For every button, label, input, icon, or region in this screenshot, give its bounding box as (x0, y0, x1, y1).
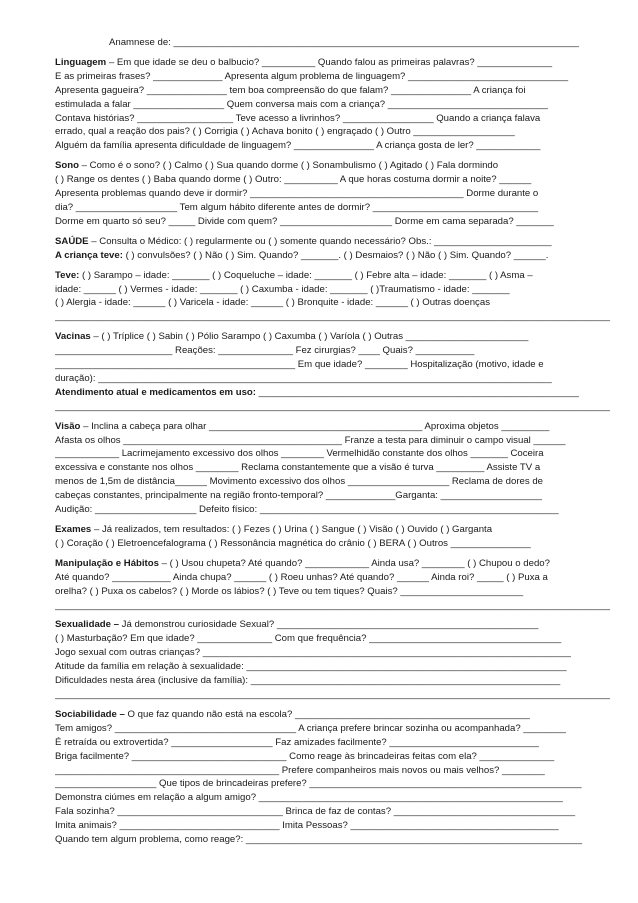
teve-line (55, 310, 617, 324)
sexualidade-text: ( ) Masturbação? Em que idade? ______________ Com que frequência? ____________________________________ (55, 633, 562, 645)
visao-text: cabeças constantes, principalmente na região fronto-temporal? _____________Garganta: ___________________ (55, 490, 542, 502)
vacinas-line (55, 330, 617, 344)
saude-heading: SAÚDE (55, 235, 89, 247)
sexualidade-text: Já demonstrou curiosidade Sexual? _________________________________________________ (119, 619, 539, 631)
sexualidade-text: Jogo sexual com outras crianças? _____________________________________________________________________ (55, 647, 571, 659)
teve-text: idade: ______ ( ) Vermes - idade: _______ ( ) Caxumba - idade: _______ ( )Traumatismo - idade: _______ (55, 283, 510, 295)
sexualidade-line (55, 674, 617, 688)
sociabilidade-line (55, 764, 617, 778)
anamnese-form (55, 36, 617, 847)
linguagem-line (55, 112, 617, 126)
sociabilidade-line (55, 750, 617, 764)
visao-line (55, 434, 617, 448)
sociabilidade-line (55, 736, 617, 750)
vacinas-line (55, 372, 617, 386)
saude-text: – Consulta o Médico: ( ) regularmente ou ( ) somente quando necessário? Obs.: ______________________ (88, 235, 552, 247)
sociabilidade-text: Tem amigos? __________________________________ A criança prefere brincar sozinha ou acompanhada? ________ (55, 722, 567, 734)
manipulacao-heading: Manipulação e Hábitos (55, 557, 159, 569)
vacinas-text: _____________________________________________ Em que idade? ________ Hospitalização (motivo, idade e (55, 359, 544, 371)
sociabilidade-text: ___________________ Que tipos de brincadeiras prefere? ___________________________________________________ (55, 778, 582, 790)
teve-heading: Teve: (55, 269, 80, 281)
sono-text: – Como é o sono? ( ) Calmo ( ) Sua quando dorme ( ) Sonambulismo ( ) Agitado ( ) Fala dormindo (78, 160, 499, 172)
linguagem-line (55, 84, 617, 98)
sexualidade-text: Atitude da família em relação à sexualidade: ____________________________________________________________ (55, 661, 567, 673)
vacinas-text: ____________________________________________________________ (255, 386, 579, 398)
exames-text: – Já realizados, tem resultados: ( ) Fezes ( ) Urina ( ) Sangue ( ) Visão ( ) Ouvido ( ) Garganta (91, 524, 493, 535)
teve-text: ________________________________________________________________________________________________________ (55, 311, 610, 323)
form-sections (55, 56, 617, 847)
linguagem-text: Alguém da família apresenta dificuldade de linguagem? _______________ A criança gosta de ler? ____________ (55, 140, 541, 152)
sono-heading: Sono (55, 160, 79, 172)
sexualidade-line (55, 660, 617, 674)
sociabilidade-text: O que faz quando não está na escola? ____________________________________________ (124, 708, 530, 720)
linguagem-text: errado, qual a reação dos pais? ( ) Corrigia ( ) Achava bonito ( ) engraçado ( ) Outro ___________________ (55, 126, 515, 138)
teve-line (55, 269, 617, 283)
section-linguagem (55, 56, 617, 153)
exames-heading: Exames (55, 524, 92, 535)
vacinas-text: duração): _____________________________________________________________________________________ (55, 372, 552, 384)
linguagem-text: E as primeiras frases? _____________ Apresenta algum problema de linguagem? ______________________________ (55, 70, 569, 82)
sociabilidade-text: __________________________________________ Prefere companheiros mais novos ou mais velhos? ________ (55, 764, 545, 776)
sociabilidade-text: Demonstra ciúmes em relação a algum amigo? _________________________________________________________ (55, 792, 563, 804)
sexualidade-heading: Sexualidade – (55, 619, 119, 631)
sexualidade-line (55, 646, 617, 660)
sociabilidade-line (55, 777, 617, 791)
vacinas-line (55, 358, 617, 372)
linguagem-line (55, 125, 617, 139)
vacinas-line (55, 386, 617, 400)
linguagem-heading: Linguagem (55, 56, 107, 68)
section-exames (55, 523, 617, 551)
sono-text: Apresenta problemas quando deve ir dormir? ________________________________________ Dorme durante o (55, 188, 539, 200)
vacinas-line (55, 344, 617, 358)
visao-text: – Inclina a cabeça para olhar ________________________________________ Aproxima objetos _________ (80, 420, 550, 432)
sociabilidade-line (55, 833, 617, 847)
linguagem-text: – Em que idade se deu o balbucio? __________ Quando falou as primeiras palavras? ______________ (106, 56, 553, 68)
sono-line (55, 201, 617, 215)
linguagem-text: estimulada a falar _________________ Quem conversa mais com a criança? ______________________________ (55, 98, 548, 110)
visao-line (55, 489, 617, 503)
linguagem-line (55, 56, 617, 70)
sociabilidade-line (55, 805, 617, 819)
vacinas-heading: Vacinas (55, 331, 91, 343)
manipulacao-line (55, 599, 617, 613)
vacinas-text: ______________________ Reações: ______________ Fez cirurgias? ____ Quais? ___________ (55, 345, 475, 357)
sono-text: ( ) Range os dentes ( ) Baba quando dorme ( ) Outro: __________ A que horas costuma dormir a noite? ______ (55, 174, 532, 186)
vacinas-line (55, 400, 617, 414)
sociabilidade-text: Fala sozinha? _______________________________ Brinca de faz de contas? __________________________________ (55, 806, 576, 818)
section-vacinas (55, 330, 617, 413)
vacinas-text: – ( ) Tríplice ( ) Sabin ( ) Pólio Sarampo ( ) Caxumba ( ) Varíola ( ) Outras _______________________ (90, 331, 529, 343)
manipulacao-text: Até quando? ___________ Ainda chupa? ______ ( ) Roeu unhas? Até quando? ______ Ainda roi? _____ ( ) Puxa a (55, 571, 548, 583)
section-teve (55, 269, 617, 325)
visao-line (55, 461, 617, 475)
visao-text: menos de 1,5m de distância______ Movimento excessivo dos olhos ___________________ Reclama de dores de (55, 476, 544, 488)
teve-text: ( ) Alergia - idade: ______ ( ) Varicela - idade: ______ ( ) Bronquite - idade: ______ ( ) Outras doenças (55, 297, 490, 309)
section-sexualidade (55, 618, 617, 701)
section-visao (55, 420, 617, 517)
visao-line (55, 420, 617, 434)
sociabilidade-text: É retraída ou extrovertida? ___________________ Faz amizades facilmente? ____________________________ (55, 736, 539, 748)
teve-text: ( ) Sarampo – idade: _______ ( ) Coqueluche – idade: _______ ( ) Febre alta – idade: _______ ( ) Asma – (79, 269, 533, 281)
visao-line (55, 475, 617, 489)
sexualidade-text: ________________________________________________________________________________________________________ (55, 688, 610, 700)
saude-line (55, 249, 617, 263)
linguagem-line (55, 139, 617, 153)
vacinas-heading: Atendimento atual e medicamentos em uso: (55, 386, 256, 398)
manipulacao-text: – ( ) Usou chupeta? Até quando? ____________ Ainda usa? ________ ( ) Chupou o dedo? (158, 557, 550, 569)
sociabilidade-text: Briga facilmente? _____________________________ Como reage às brincadeiras feitas com ela? ______________ (55, 750, 555, 762)
sociabilidade-text: Quando tem algum problema, como reage?: _______________________________________________________________ (55, 834, 583, 846)
sono-text: dia? ___________________ Tem algum hábito diferente antes de dormir? _______________________________ (55, 201, 539, 213)
sociabilidade-line (55, 722, 617, 736)
manipulacao-line (55, 557, 617, 571)
sono-line (55, 187, 617, 201)
teve-line (55, 296, 617, 310)
sociabilidade-line (55, 791, 617, 805)
vacinas-text: ________________________________________________________________________________________________________ (55, 400, 610, 412)
exames-line (55, 537, 617, 551)
sono-text: Dorme em quarto só seu? _____ Divide com quem? _____________________ Dorme em cama separada? _______ (55, 215, 554, 227)
sono-line (55, 173, 617, 187)
form-title: Anamnese de: ____________________________________________________________________________ (108, 37, 580, 48)
visao-heading: Visão (55, 420, 81, 432)
section-sociabilidade (55, 708, 617, 847)
exames-text: ( ) Coração ( ) Eletroencefalograma ( ) Ressonância magnética do crânio ( ) BERA ( ) Outros _______________ (55, 537, 531, 549)
linguagem-line (55, 98, 617, 112)
section-sono (55, 159, 617, 229)
section-saude (55, 235, 617, 263)
sexualidade-line (55, 632, 617, 646)
manipulacao-text: orelha? ( ) Puxa os cabelos? ( ) Morde os lábios? ( ) Teve ou tem tiques? Quais? _______________________ (55, 585, 524, 597)
sono-line (55, 159, 617, 173)
saude-text: ( ) convulsões? ( ) Não ( ) Sim. Quando? _______. ( ) Desmaios? ( ) Não ( ) Sim. Quando? ______. (122, 249, 549, 261)
teve-line (55, 283, 617, 297)
linguagem-text: Apresenta gagueira? _______________ tem boa compreensão do que falam? _______________ A criança foi (55, 84, 526, 96)
sexualidade-text: Dificuldades nesta área (inclusive da família): __________________________________________________________ (55, 675, 561, 687)
sono-line (55, 215, 617, 229)
sexualidade-line (55, 618, 617, 632)
visao-text: ____________ Lacrimejamento excessivo dos olhos ________ Vermelhidão constante dos olhos _______ Coceira (55, 448, 544, 460)
sexualidade-line (55, 688, 617, 702)
section-manipulacao (55, 557, 617, 613)
visao-text: Audição: ___________________ Defeito físico: ________________________________________________________ (55, 504, 559, 516)
sociabilidade-heading: Sociabilidade – (55, 708, 125, 720)
manipulacao-text: ________________________________________________________________________________________________________ (55, 599, 610, 611)
manipulacao-line (55, 585, 617, 599)
visao-line (55, 503, 617, 517)
sociabilidade-text: Imita animais? ______________________________ Imita Pessoas? _______________________________________ (55, 820, 559, 832)
visao-text: Afasta os olhos _________________________________________ Franze a testa para diminuir o campo visual ______ (55, 434, 566, 446)
sociabilidade-line (55, 819, 617, 833)
linguagem-text: Contava histórias? __________________ Teve acesso a livrinhos? _________________ Quando a criança falava (55, 112, 541, 124)
linguagem-line (55, 70, 617, 84)
visao-text: excessiva e constante nos olhos ________ Reclama constantemente que a visão é turva _________ Assiste TV a (55, 462, 541, 474)
visao-line (55, 447, 617, 461)
manipulacao-line (55, 571, 617, 585)
saude-heading: A criança teve: (55, 249, 123, 261)
sociabilidade-line (55, 708, 617, 722)
exames-line (55, 523, 617, 537)
saude-line (55, 235, 617, 249)
